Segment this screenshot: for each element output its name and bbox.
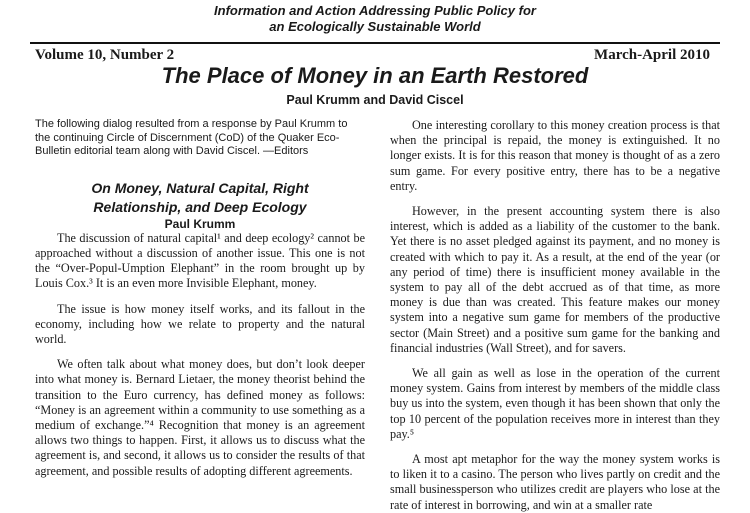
section-author: Paul Krumm — [164, 216, 236, 231]
right-paragraph-1: One interesting corollary to this money creation process is that when the principal is repaid, the money is extinguished. It no longer exists. It is for this reason that money is thought of as a zero sum game. For every positive entry, there has to be a negative entry. — [390, 118, 720, 193]
section-heading-line2: Relationship, and Deep Ecology — [93, 198, 307, 215]
right-paragraph-3: We all gain as well as lose in the operation of the current money system. Gains from interest by members of the middle class buy us into the system, even though it has been shown that only the top 10 percent of the population receives more in interest than they pay.⁵ — [390, 366, 720, 441]
left-column — [35, 118, 365, 479]
right-paragraph-4: A most apt metaphor for the way the money system works is to liken it to a casino. The person who lives partly on credit and the small businessperson who utilizes credit are players who lose at the rate of interest in borrowing, and win at a smaller rate — [390, 452, 720, 512]
editor-intro: The following dialog resulted from a response by Paul Krumm to the continuing Circle of Discernment (CoD) of the Quaker Eco-Bulletin editorial team along with David Ciscel. —Editors — [35, 118, 348, 158]
right-paragraph-2: However, in the present accounting system there is also interest, which is added as a liability of the customer to the bank. Yet there is no asset pledged against its payment, and no money is created with which to pay it. As a result, at the end of the year (or any period of time) there is insufficient money available in the system to pay all of the debt accrued as of that time, as more money is due than was created. This feature makes our money system into a negative sum game for members of the productive sector (Main Street) and a positive sum game for the banking and financial industries (Wall Street), and for savers. — [390, 204, 720, 355]
masthead-tagline-line2: an Ecologically Sustainable World — [269, 19, 481, 34]
issue-volume: Volume 10, Number 2 — [35, 47, 175, 63]
masthead-divider — [30, 42, 720, 44]
right-column — [390, 118, 720, 513]
section-heading-line1: On Money, Natural Capital, Right — [91, 179, 309, 196]
article-title: The Place of Money in an Earth Restored — [161, 63, 589, 88]
masthead-tagline-line1: Information and Action Addressing Public Policy for — [214, 3, 536, 18]
left-paragraph-1: The discussion of natural capital¹ and deep ecology² cannot be approached without a discussion of another issue. This one is not the “Over-Popul-Umption Elephant” in the room brought up by Louis Cox.³ It is an even more Invisible Elephant, money. — [35, 230, 365, 291]
issue-date: March-April 2010 — [594, 47, 710, 63]
article-byline: Paul Krumm and David Ciscel — [286, 93, 464, 107]
left-paragraph-2: The issue is how money itself works, and its fallout in the economy, including how we relate to property and the natural world. — [35, 301, 365, 346]
left-paragraph-3: We often talk about what money does, but don’t look deeper into what money is. Bernard Lietaer, the money theorist behind the transition to the Euro currency, has defined money as follows: “Money is an agreement within a community to use something as a medium of exchange.”⁴ Recognition that money is an agreement allows two things to happen. First, it allows us to discuss what the agreement is, and second, it allows us to consider the results of that agreement, and possible results of adopting different agreements. — [35, 357, 365, 478]
